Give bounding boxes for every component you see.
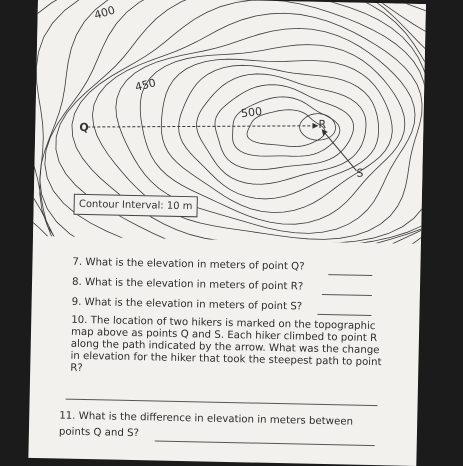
contour-interval-text: Contour Interval: 10 m [78,198,193,213]
question-10: 10. The location of two hikers is marked on the topographic map above as points Q and S. Each hiker climbed to point R along the path indicated by the arrow. What was the change in elevation for the hiker that took the steepest path to point R? [70,314,382,374]
answer-blank-7[interactable] [328,274,372,276]
question-11-line1: 11. What is the difference in elevation in meters between [59,410,354,428]
question-9: 9. What is the elevation in meters of point S? [71,296,303,313]
point-s-label: S [356,166,364,180]
point-r-label: R [318,117,327,131]
worksheet-page [28,0,426,466]
answer-blank-10[interactable] [66,399,378,407]
question-7: 7. What is the elevation in meters of point Q? [72,256,305,273]
contour-label-450: 450 [133,76,158,94]
question-11-line2: points Q and S? [58,426,140,440]
point-q-label: Q [79,120,89,135]
answer-blank-8[interactable] [322,294,372,296]
question-8: 8. What is the elevation in meters of point R? [71,276,304,293]
contour-label-500: 500 [240,104,263,121]
answer-blank-9[interactable] [317,314,371,316]
contour-interval-box [73,194,197,218]
contour-label-400: 400 [92,3,117,23]
answer-blank-11[interactable] [155,440,375,446]
